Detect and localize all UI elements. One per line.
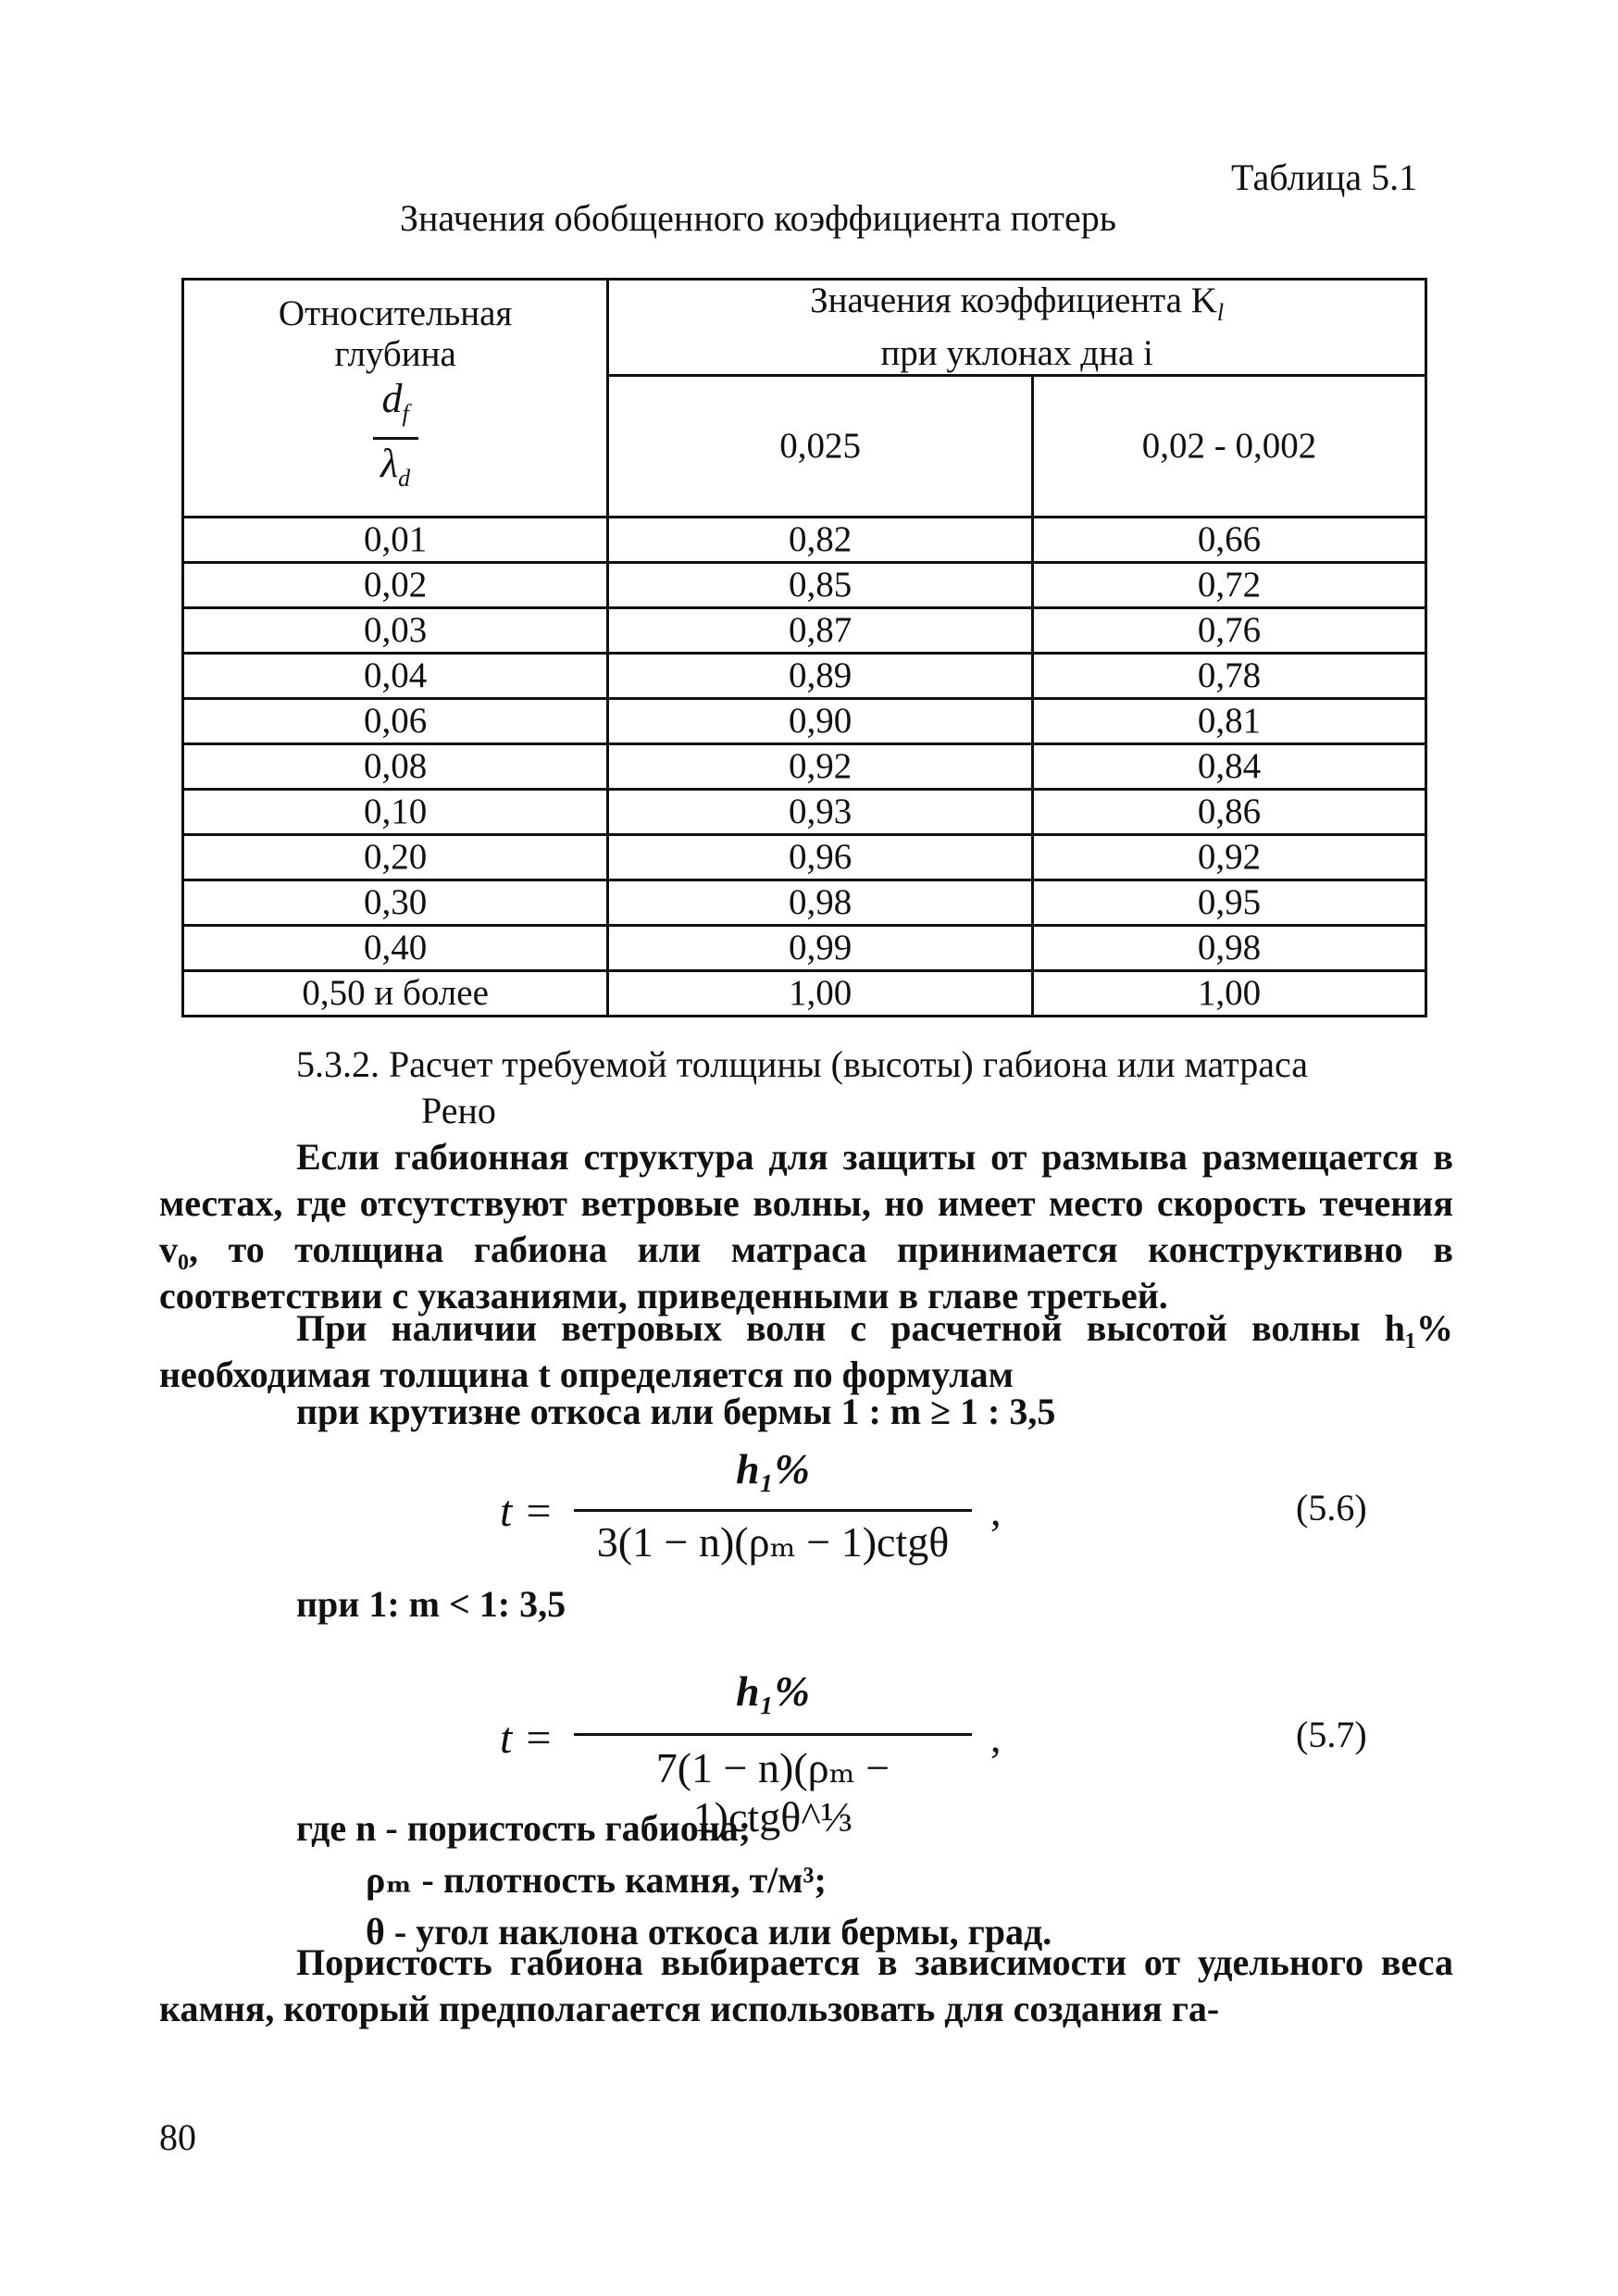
table-row bbox=[183, 970, 1426, 1016]
fraction-numerator: d bbox=[381, 375, 403, 421]
cell-k-002-0002: 0,92 bbox=[1033, 834, 1426, 880]
formula-5-6 bbox=[0, 1444, 1618, 1583]
cell-k-0025: 0,99 bbox=[608, 925, 1033, 970]
formula-denominator: 7(1 − n)(ρₘ − 1)ctgθ^⅓ bbox=[655, 1744, 890, 1841]
paragraph-closing: Пористость габиона выбирается в зависимости от удельного веса камня, который предполагается использовать для создания га- bbox=[159, 1941, 1453, 2029]
cell-depth: 0,30 bbox=[183, 880, 608, 925]
cell-k-002-0002: 0,95 bbox=[1033, 880, 1426, 925]
cell-k-0025: 0,82 bbox=[608, 517, 1033, 562]
fraction-numerator-sub: f bbox=[402, 399, 409, 427]
formula-number: (5.6) bbox=[1296, 1487, 1367, 1529]
fraction-bar bbox=[574, 1733, 972, 1736]
section-heading-line2: Рено bbox=[421, 1090, 496, 1131]
cell-k-002-0002: 0,98 bbox=[1033, 925, 1426, 970]
table-row bbox=[183, 925, 1426, 970]
cell-k-002-0002: 0,72 bbox=[1033, 562, 1426, 607]
section-heading bbox=[296, 1042, 1453, 1134]
table-row bbox=[183, 880, 1426, 925]
cell-k-002-0002: 0,84 bbox=[1033, 743, 1426, 789]
paragraph-2: При наличии ветровых волн с расчетной высотой волны h₁% необходимая толщина t определяется по формулам bbox=[159, 1307, 1453, 1395]
loss-coefficient-table bbox=[181, 278, 1427, 1017]
legend-theta: θ - угол наклона откоса или бермы, град. bbox=[366, 1911, 1052, 1953]
depth-fraction bbox=[373, 375, 418, 504]
table-row bbox=[183, 789, 1426, 834]
header-slope-2: 0,02 - 0,002 bbox=[1033, 375, 1426, 517]
cell-k-0025: 0,85 bbox=[608, 562, 1033, 607]
cell-depth: 0,10 bbox=[183, 789, 608, 834]
cell-depth: 0,02 bbox=[183, 562, 608, 607]
table-row bbox=[183, 743, 1426, 789]
cell-k-0025: 0,92 bbox=[608, 743, 1033, 789]
paragraph-1: Если габионная структура для защиты от размыва размещается в местах, где отсутствуют ветровые волны, но имеет место скорость течения v₀, то толщина габиона или матраса принимается конструктивно в соответствии с указаниями, приведенными в главе третьей. bbox=[159, 1136, 1453, 1316]
page-number: 80 bbox=[159, 2116, 196, 2158]
header-col1-line2: глубина bbox=[334, 333, 456, 374]
cell-k-0025: 0,93 bbox=[608, 789, 1033, 834]
formula-denominator: 3(1 − n)(ρₘ − 1)ctgθ bbox=[596, 1518, 950, 1566]
cell-k-0025: 0,96 bbox=[608, 834, 1033, 880]
cell-k-0025: 0,90 bbox=[608, 698, 1033, 743]
table-row bbox=[183, 607, 1426, 653]
cell-depth: 0,04 bbox=[183, 653, 608, 698]
formula-numerator: h₁% bbox=[736, 1445, 810, 1492]
cell-k-0025: 0,89 bbox=[608, 653, 1033, 698]
cell-k-002-0002: 0,66 bbox=[1033, 517, 1426, 562]
header-group-line1: Значения коэффициента K bbox=[810, 281, 1217, 320]
cell-depth: 0,03 bbox=[183, 607, 608, 653]
condition-1: при крутизне откоса или бермы 1 : m ≥ 1 : 3,5 bbox=[296, 1391, 1056, 1432]
table-row bbox=[183, 653, 1426, 698]
cell-depth: 0,50 и более bbox=[183, 970, 608, 1016]
header-coefficient-group bbox=[608, 280, 1426, 376]
cell-depth: 0,40 bbox=[183, 925, 608, 970]
legend-n: где n - пористость габиона; bbox=[296, 1807, 752, 1849]
cell-depth: 0,20 bbox=[183, 834, 608, 880]
cell-k-002-0002: 0,81 bbox=[1033, 698, 1426, 743]
formula-lhs: t = bbox=[500, 1487, 554, 1536]
cell-k-0025: 1,00 bbox=[608, 970, 1033, 1016]
cell-k-002-0002: 0,86 bbox=[1033, 789, 1426, 834]
legend bbox=[296, 1805, 1052, 1961]
formula-comma: , bbox=[990, 1487, 1002, 1534]
cell-depth: 0,06 bbox=[183, 698, 608, 743]
section-heading-line1: 5.3.2. Расчет требуемой толщины (высоты) габиона или матраса bbox=[296, 1043, 1308, 1085]
formula-lhs: t = bbox=[500, 1714, 554, 1763]
table-row bbox=[183, 517, 1426, 562]
fraction-denominator-sub: d bbox=[398, 465, 411, 493]
fraction-bar bbox=[574, 1509, 972, 1512]
table-caption: Таблица 5.1 bbox=[1231, 156, 1418, 198]
formula-numerator: h₁% bbox=[736, 1667, 810, 1715]
cell-depth: 0,01 bbox=[183, 517, 608, 562]
header-relative-depth bbox=[183, 280, 608, 518]
table-row bbox=[183, 834, 1426, 880]
cell-k-0025: 0,98 bbox=[608, 880, 1033, 925]
legend-rho: ρₘ - плотность камня, т/м³; bbox=[366, 1859, 827, 1901]
header-group-sub: l bbox=[1216, 298, 1225, 326]
table-row bbox=[183, 562, 1426, 607]
condition-2: при 1: m < 1: 3,5 bbox=[296, 1583, 566, 1625]
fraction-denominator: λ bbox=[380, 441, 399, 487]
header-col1-line1: Относительная bbox=[278, 293, 513, 333]
formula-number: (5.7) bbox=[1296, 1714, 1367, 1755]
cell-k-0025: 0,87 bbox=[608, 607, 1033, 653]
cell-k-002-0002: 1,00 bbox=[1033, 970, 1426, 1016]
header-group-line2: при уклонах дна i bbox=[880, 332, 1153, 373]
table-row bbox=[183, 698, 1426, 743]
cell-k-002-0002: 0,76 bbox=[1033, 607, 1426, 653]
table-title: Значения обобщенного коэффициента потерь bbox=[399, 197, 1117, 239]
formula-comma: , bbox=[990, 1714, 1002, 1761]
cell-depth: 0,08 bbox=[183, 743, 608, 789]
cell-k-002-0002: 0,78 bbox=[1033, 653, 1426, 698]
header-slope-1: 0,025 bbox=[608, 375, 1033, 517]
